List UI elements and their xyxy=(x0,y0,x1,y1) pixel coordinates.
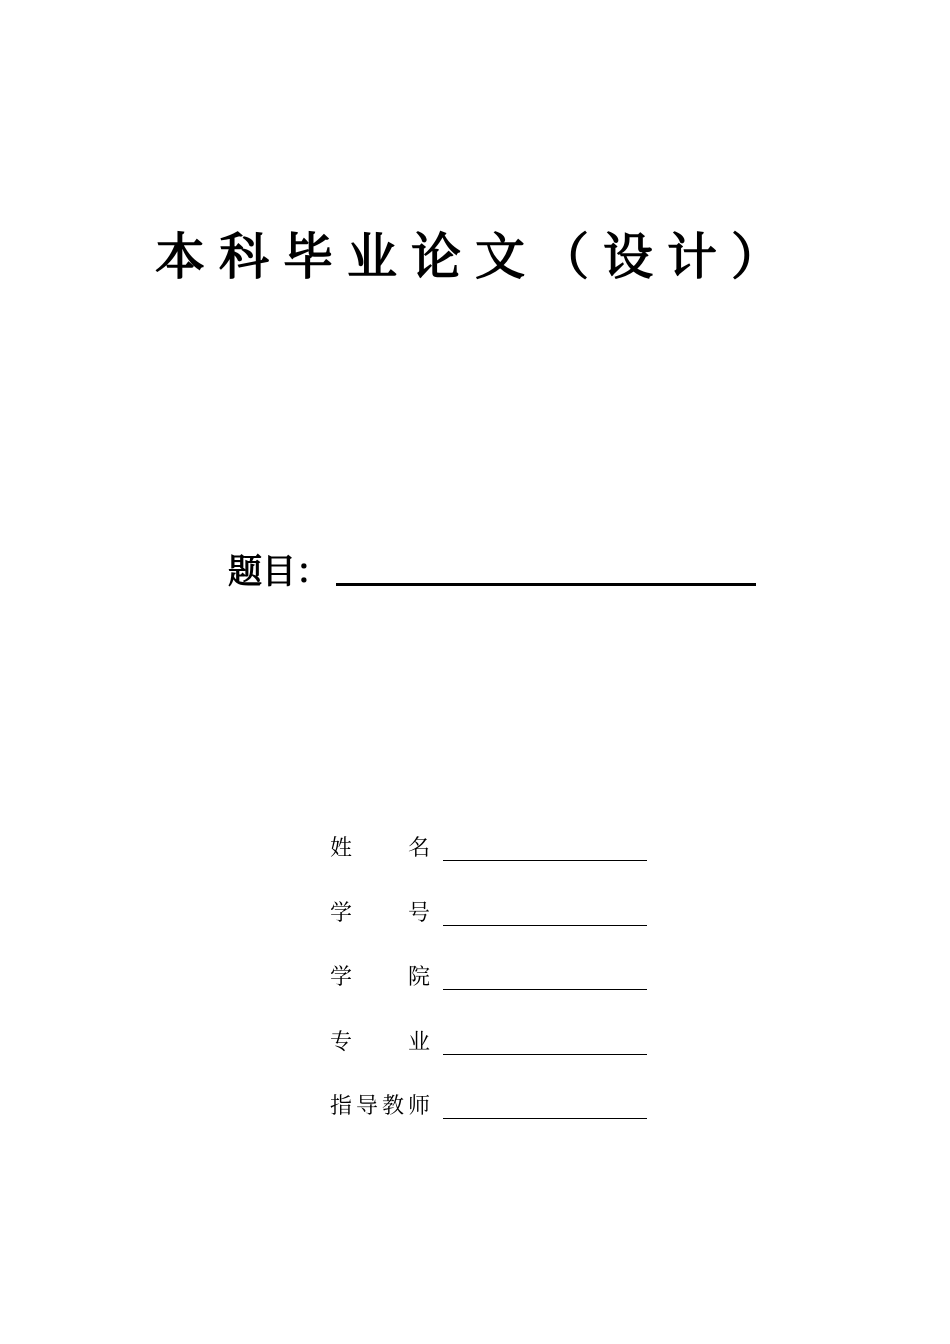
info-row-advisor xyxy=(330,1090,647,1122)
page-title: 本科毕业论文（设计） xyxy=(155,227,795,286)
advisor-field-underline[interactable] xyxy=(443,1118,647,1119)
student-info-list xyxy=(330,832,647,1155)
topic-label: 题目： xyxy=(228,552,330,592)
info-row-major xyxy=(330,1026,647,1058)
info-label-char: 师 xyxy=(407,1094,430,1119)
info-label-char: 指 xyxy=(330,1094,353,1119)
name-field-underline[interactable] xyxy=(443,860,647,861)
info-label-major xyxy=(330,1028,430,1058)
info-label-char: 教 xyxy=(381,1094,404,1119)
info-row-college xyxy=(330,961,647,993)
topic-underline[interactable] xyxy=(336,583,756,586)
college-field-underline[interactable] xyxy=(443,989,647,990)
info-row-name xyxy=(330,832,647,864)
topic-row xyxy=(228,546,756,594)
info-label-char: 姓 xyxy=(330,836,353,861)
info-label-char: 学 xyxy=(330,965,353,990)
info-label-char: 学 xyxy=(330,900,353,926)
info-label-name xyxy=(330,834,430,864)
info-label-char: 专 xyxy=(330,1029,353,1055)
info-label-college xyxy=(330,963,430,993)
info-label-char: 业 xyxy=(407,1029,430,1055)
info-label-char: 院 xyxy=(407,965,430,990)
major-field-underline[interactable] xyxy=(443,1054,647,1055)
info-label-advisor xyxy=(330,1092,430,1122)
info-label-student-id xyxy=(330,899,430,929)
info-label-char: 名 xyxy=(407,836,430,861)
info-label-char: 导 xyxy=(355,1094,378,1119)
student-id-field-underline[interactable] xyxy=(443,925,647,926)
info-label-char: 号 xyxy=(407,900,430,926)
info-row-student-id xyxy=(330,897,647,929)
